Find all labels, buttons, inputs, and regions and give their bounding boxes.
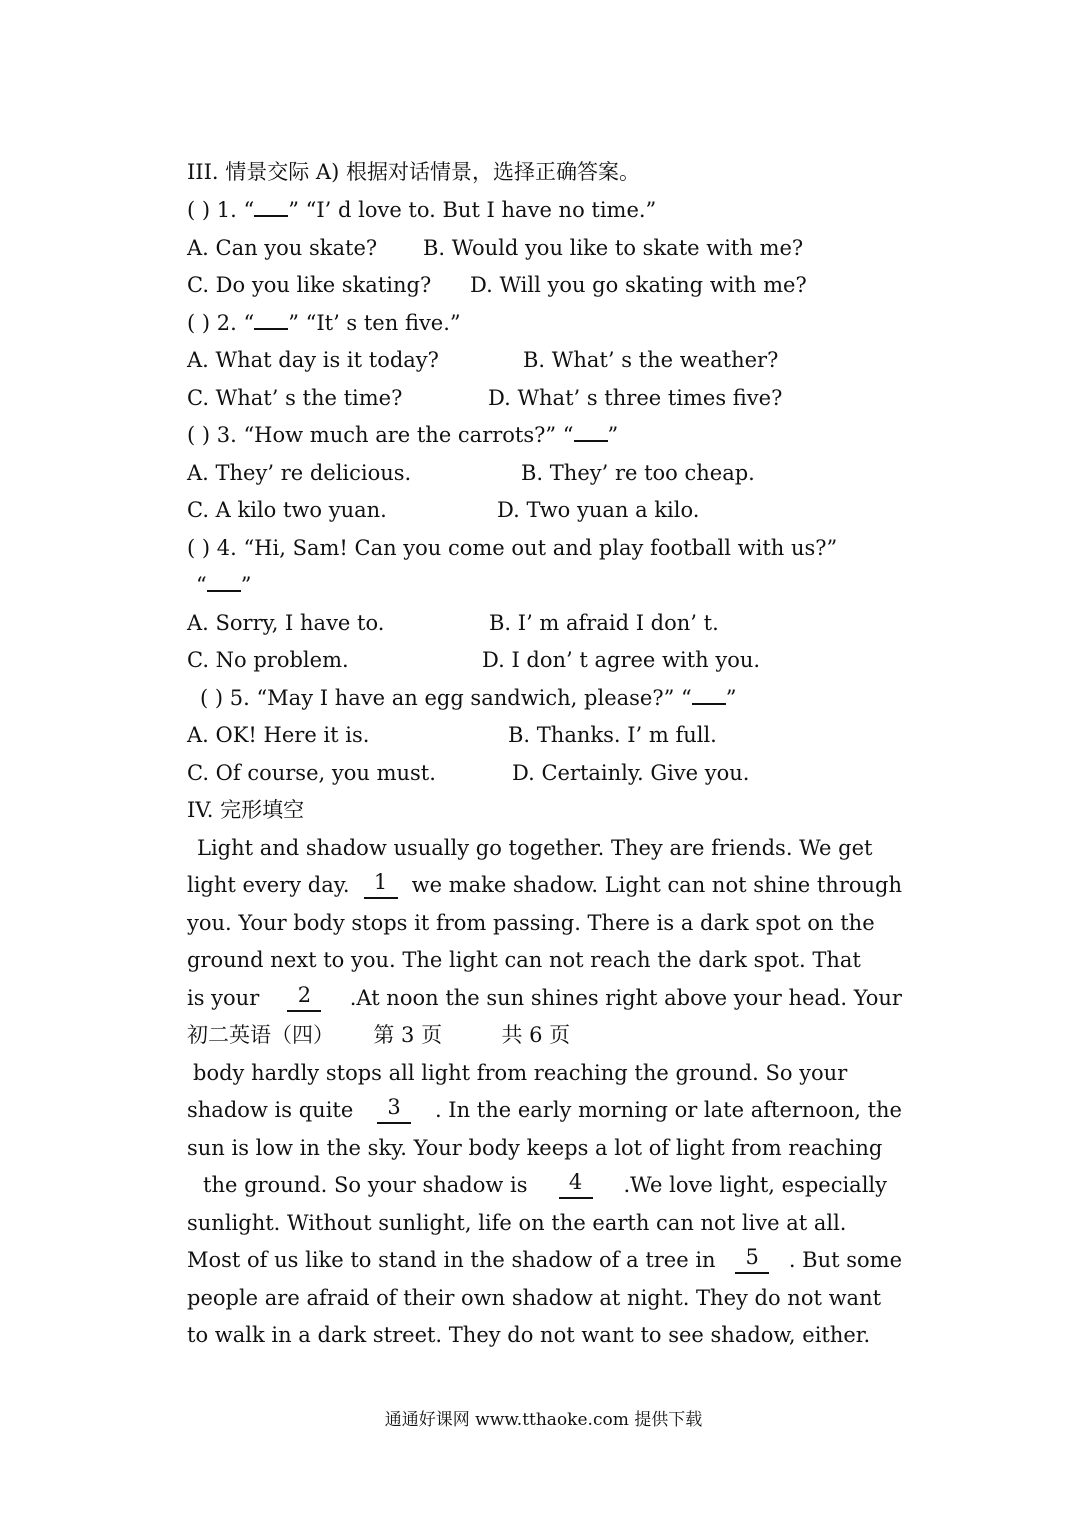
course-name: 初二英语（四）	[187, 1023, 334, 1047]
passage-line: sunlight. Without sunlight, life on the earth can not live at all.	[187, 1211, 847, 1235]
answer-blank	[254, 328, 288, 330]
question-5-option-a: A. OK! Here it is.	[187, 723, 370, 747]
question-2-option-c: C. What’ s the time?	[187, 386, 403, 410]
question-4-option-a: A. Sorry, I have to.	[187, 611, 385, 635]
question-3-option-a: A. They’ re delicious.	[187, 461, 412, 485]
passage-line: shadow is quite 3 . In the early morning or late afternoon, the	[187, 1095, 902, 1122]
question-4-option-c: C. No problem.	[187, 648, 349, 672]
question-4-stem-line2: “ ”	[196, 573, 252, 597]
site-footer: 通通好课网 www.tthaoke.com 提供下载	[384, 1410, 703, 1430]
cloze-blank-4: 4	[559, 1171, 593, 1199]
passage-line: sun is low in the sky. Your body keeps a lot of light from reaching	[187, 1136, 883, 1160]
page-footer	[187, 1021, 907, 1049]
answer-blank	[574, 440, 608, 442]
page-total: 共 6 页	[501, 1023, 571, 1047]
question-4-option-b: B. I’ m afraid I don’ t.	[489, 611, 719, 635]
question-5-option-c: C. Of course, you must.	[187, 761, 436, 785]
passage-line: people are afraid of their own shadow at night. They do not want	[187, 1286, 882, 1310]
question-3-stem: ( ) 3. “How much are the carrots?” “ ”	[187, 423, 619, 447]
passage-line: to walk in a dark street. They do not want to see shadow, either.	[187, 1323, 871, 1347]
question-2-option-b: B. What’ s the weather?	[523, 348, 779, 372]
question-4-option-d: D. I don’ t agree with you.	[482, 648, 761, 672]
question-4-stem: ( ) 4. “Hi, Sam! Can you come out and play football with us?”	[187, 536, 838, 560]
answer-blank	[207, 590, 241, 592]
passage-line: light every day. 1 we make shadow. Light can not shine through	[187, 870, 902, 897]
passage-line: ground next to you. The light can not reach the dark spot. That	[187, 948, 861, 972]
answer-blank	[254, 215, 288, 217]
cloze-blank-3: 3	[377, 1096, 411, 1124]
question-1-stem: ( ) 1. “ ” “I’ d love to. But I have no time.”	[187, 198, 657, 222]
question-5-option-b: B. Thanks. I’ m full.	[508, 723, 717, 747]
passage-line: body hardly stops all light from reaching the ground. So your	[193, 1061, 848, 1085]
passage-line: Most of us like to stand in the shadow of a tree in 5 . But some	[187, 1245, 902, 1272]
question-1-option-b: B. Would you like to skate with me?	[423, 236, 804, 260]
question-3-option-c: C. A kilo two yuan.	[187, 498, 387, 522]
question-3-option-d: D. Two yuan a kilo.	[497, 498, 700, 522]
question-3-option-b: B. They’ re too cheap.	[521, 461, 755, 485]
passage-line: you. Your body stops it from passing. There is a dark spot on the	[187, 911, 875, 935]
answer-blank	[692, 703, 726, 705]
question-1-option-d: D. Will you go skating with me?	[470, 273, 807, 297]
question-5-stem: ( ) 5. “May I have an egg sandwich, please?” “ ”	[200, 686, 737, 710]
page-number: 第 3 页	[373, 1023, 443, 1047]
question-1-option-c: C. Do you like skating?	[187, 273, 432, 297]
section-4-heading: IV. 完形填空	[187, 798, 305, 822]
question-2-option-a: A. What day is it today?	[187, 348, 439, 372]
cloze-blank-2: 2	[287, 984, 321, 1012]
question-2-stem: ( ) 2. “ ” “It’ s ten five.”	[187, 311, 461, 335]
cloze-blank-1: 1	[364, 871, 398, 899]
question-2-option-d: D. What’ s three times five?	[488, 386, 783, 410]
section-3-heading: III. 情景交际 A) 根据对话情景，选择正确答案。	[187, 160, 640, 184]
passage-line: the ground. So your shadow is 4 .We love light, especially	[203, 1170, 887, 1197]
cloze-blank-5: 5	[735, 1246, 769, 1274]
question-1-option-a: A. Can you skate?	[187, 236, 378, 260]
passage-line: Light and shadow usually go together. They are friends. We get	[197, 836, 873, 860]
passage-line: is your 2 .At noon the sun shines right above your head. Your	[187, 983, 902, 1010]
question-5-option-d: D. Certainly. Give you.	[512, 761, 750, 785]
